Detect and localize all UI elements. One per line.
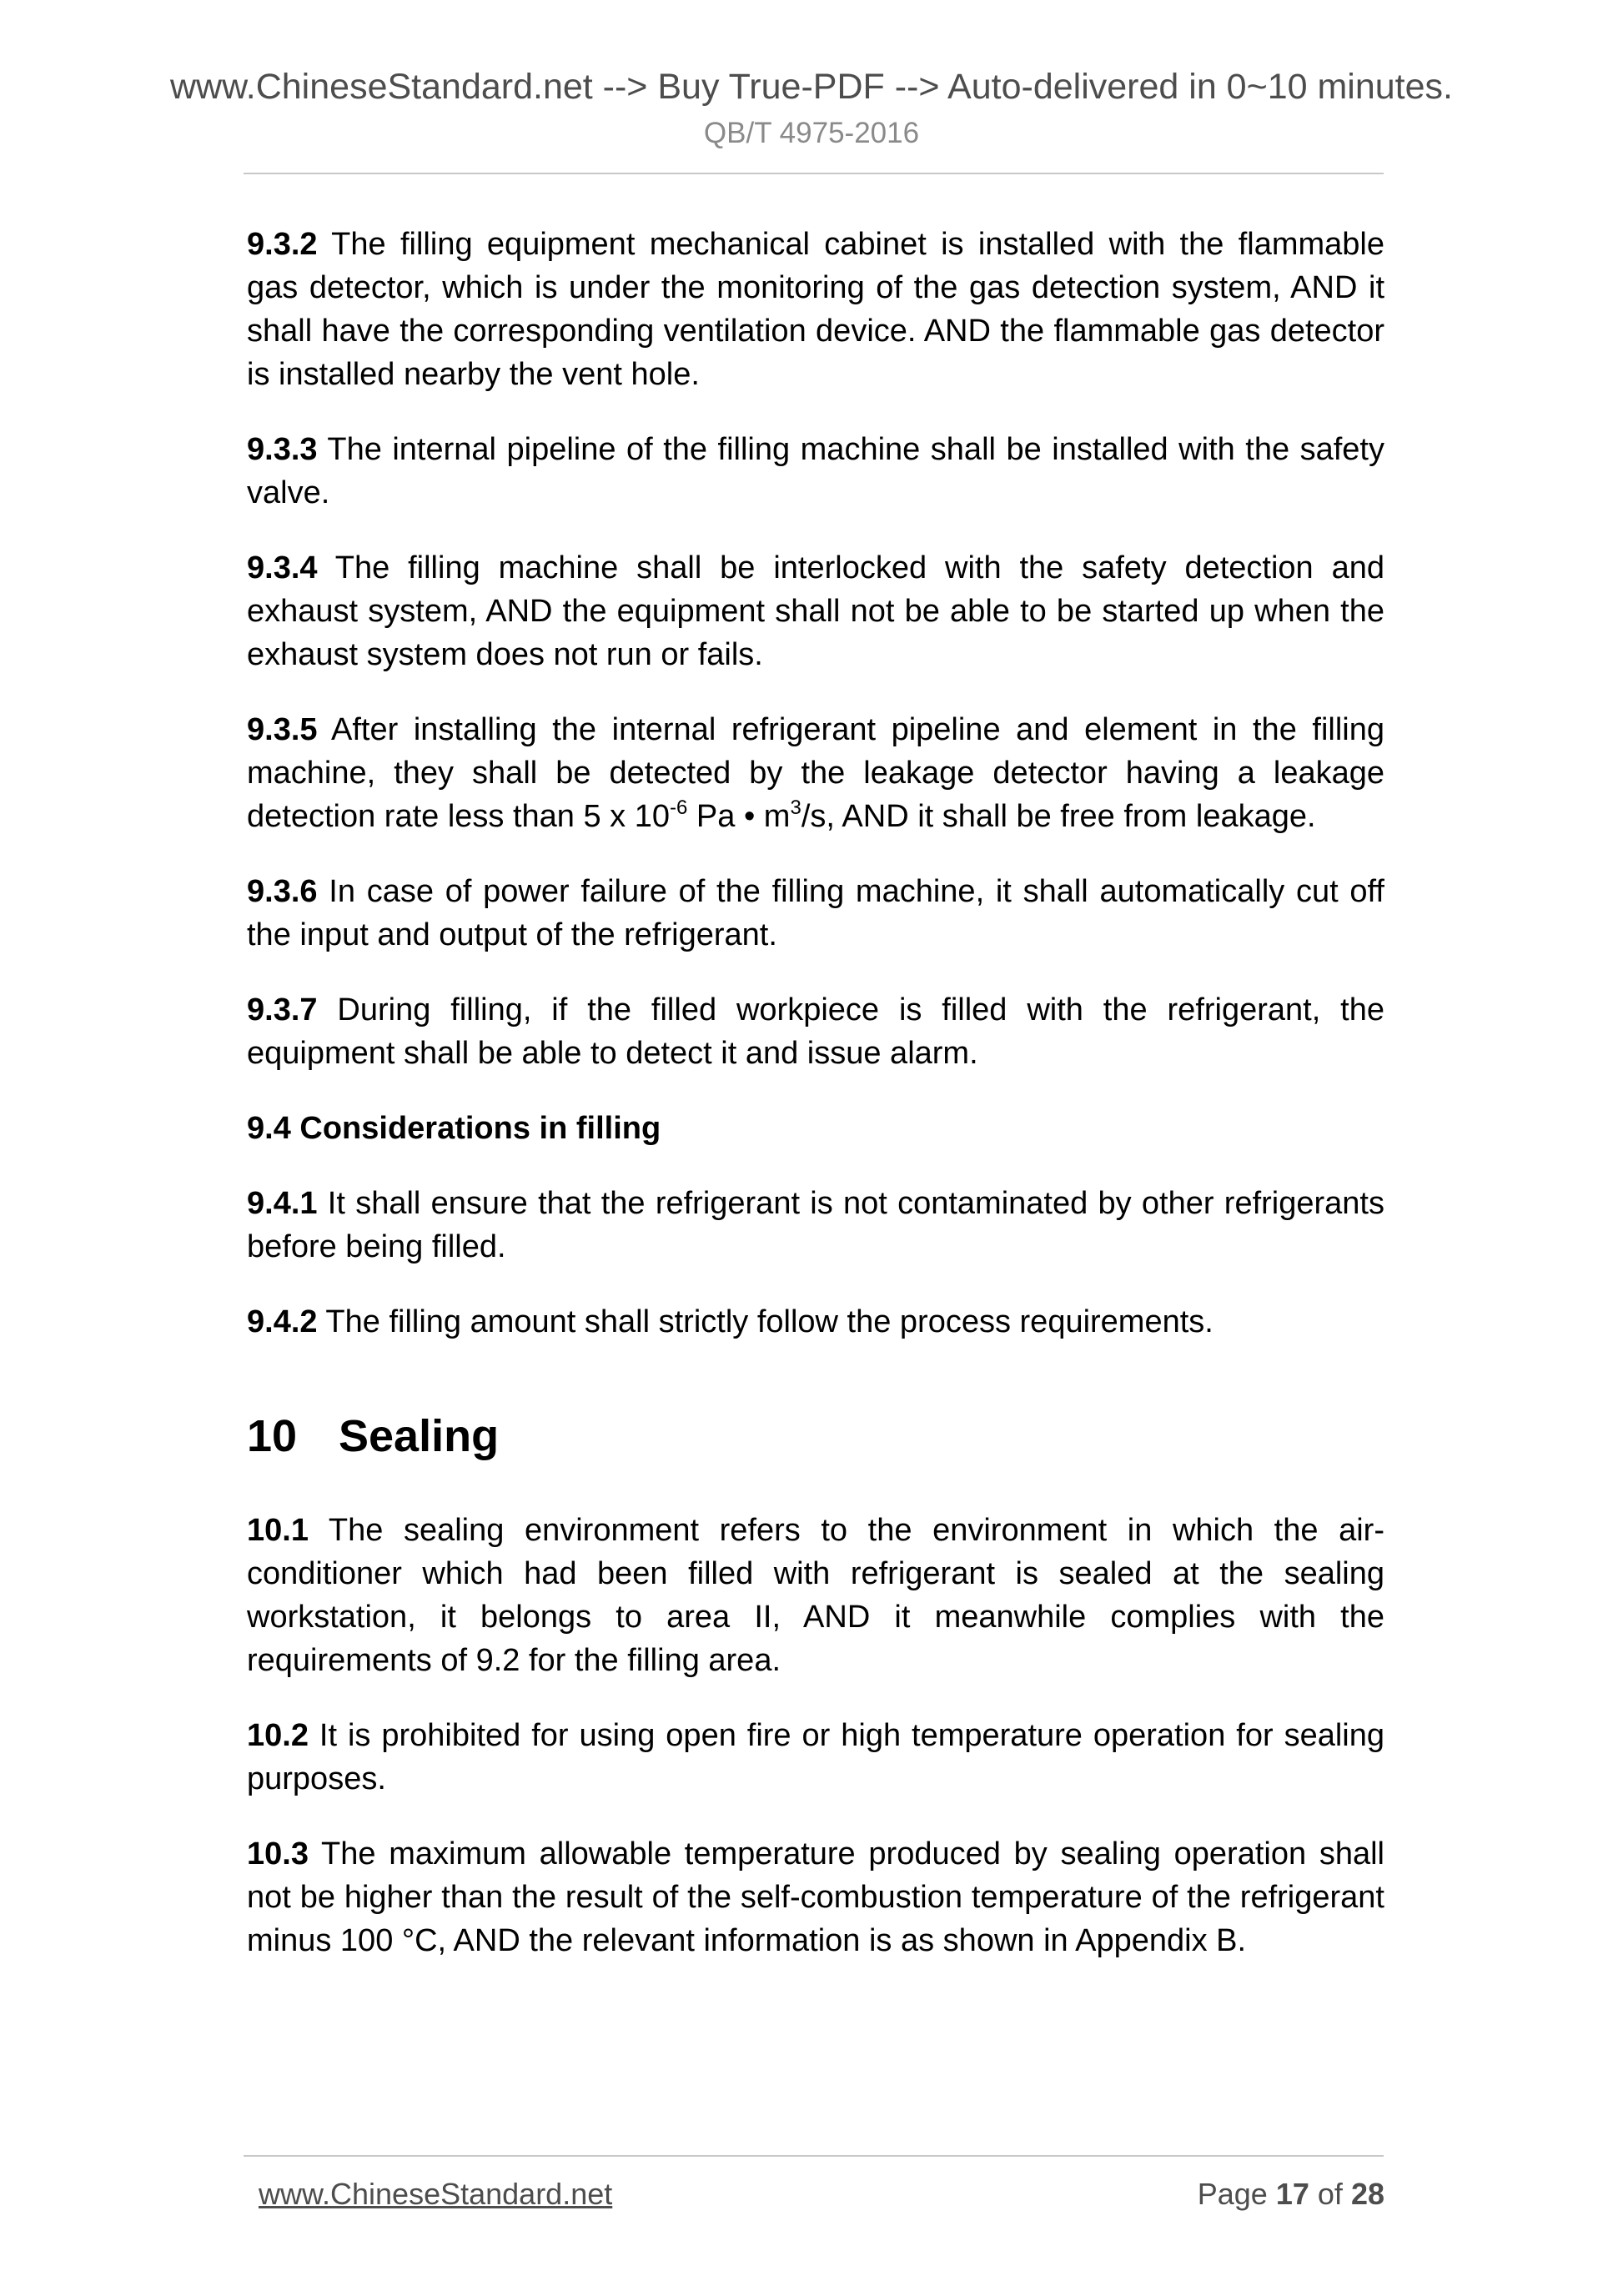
clause-text: After installing the internal refrigerant pipeline and element in the filling machine, they shall be detected by the leakage detector having a leakage detection rate less than 5 x 10: [247, 712, 1384, 834]
clause-number: 9.3.4: [247, 550, 318, 585]
clause-text: The sealing environment refers to the environment in which the air-conditioner which had been filled with refrigerant is sealed at the sealing workstation, it belongs to area II, AND it meanwhile complies with the requirements of 9.2 for the filling area.: [247, 1513, 1384, 1678]
chapter-heading-10: [247, 1407, 1384, 1465]
clause-number: 9.3.5: [247, 712, 318, 747]
document-code: QB/T 4975-2016: [703, 117, 920, 149]
clause-text: Pa • m: [687, 799, 791, 834]
page-of-word: of: [1317, 2177, 1343, 2211]
clause-9-4-2: [247, 1300, 1384, 1344]
clause-9-3-2: [247, 223, 1384, 396]
header-divider: [244, 173, 1384, 174]
clause-number: 9.4.2: [247, 1304, 318, 1339]
clause-number: 10.2: [247, 1718, 309, 1753]
chapter-number: 10: [247, 1411, 298, 1461]
clause-number: 9.3.3: [247, 432, 318, 467]
clause-9-3-6: [247, 870, 1384, 957]
clause-text: The filling amount shall strictly follow the process requirements.: [317, 1304, 1213, 1339]
clause-text: It is prohibited for using open fire or high temperature operation for sealing purposes.: [247, 1718, 1384, 1796]
clause-9-3-7: [247, 988, 1384, 1075]
clause-number: 10.1: [247, 1513, 309, 1548]
clause-number: 9.3.7: [247, 992, 318, 1027]
clause-number: 10.3: [247, 1836, 309, 1871]
page-content: [247, 223, 1384, 1994]
footer-website-link[interactable]: www.ChineseStandard.net: [259, 2177, 613, 2211]
clause-text: /s, AND it shall be free from leakage.: [801, 799, 1316, 834]
clause-text: During filling, if the filled workpiece is filled with the refrigerant, the equipment shall be able to detect it and issue alarm.: [247, 992, 1384, 1071]
clause-text: The maximum allowable temperature produced by sealing operation shall not be higher than the result of the self-combustion temperature of the refrigerant minus 100 °C, AND the relevant information is as shown in Appendix B.: [247, 1836, 1384, 1958]
clause-text: The internal pipeline of the filling machine shall be installed with the safety valve.: [247, 432, 1384, 510]
clause-9-3-5: [247, 708, 1384, 838]
clause-text: It shall ensure that the refrigerant is not contaminated by other refrigerants before being filled.: [247, 1186, 1384, 1264]
clause-text: In case of power failure of the filling machine, it shall automatically cut off the input and output of the refrigerant.: [247, 874, 1384, 952]
current-page-number: 17: [1275, 2177, 1309, 2211]
clause-number: 9.4.1: [247, 1186, 318, 1221]
clause-9-3-3: [247, 428, 1384, 515]
clause-10-3: [247, 1832, 1384, 1962]
chapter-title: Sealing: [339, 1411, 500, 1461]
exponent: -6: [670, 796, 688, 819]
footer-divider: [244, 2155, 1384, 2157]
total-pages-number: 28: [1350, 2177, 1384, 2211]
clause-number: 9.3.2: [247, 227, 318, 262]
clause-9-3-4: [247, 546, 1384, 676]
exponent: 3: [790, 796, 801, 819]
clause-text: The filling machine shall be interlocked with the safety detection and exhaust system, AND the equipment shall not be able to be started up when the exhaust system does not run or fails.: [247, 550, 1384, 672]
clause-text: The filling equipment mechanical cabinet is installed with the flammable gas detector, which is under the monitoring of the gas detection system, AND it shall have the corresponding ventilation device. AND the flammable gas detector is installed nearby the vent hole.: [247, 227, 1384, 392]
header-banner[interactable]: www.ChineseStandard.net --> Buy True-PDF --> Auto-delivered in 0~10 minutes.: [169, 67, 1453, 107]
clause-10-2: [247, 1714, 1384, 1801]
page-word: Page: [1197, 2177, 1268, 2211]
clause-10-1: [247, 1509, 1384, 1682]
clause-9-4-1: [247, 1182, 1384, 1269]
page-indicator: [1198, 2174, 1384, 2214]
section-heading-9-4: 9.4 Considerations in filling: [247, 1111, 661, 1146]
clause-number: 9.3.6: [247, 874, 318, 909]
